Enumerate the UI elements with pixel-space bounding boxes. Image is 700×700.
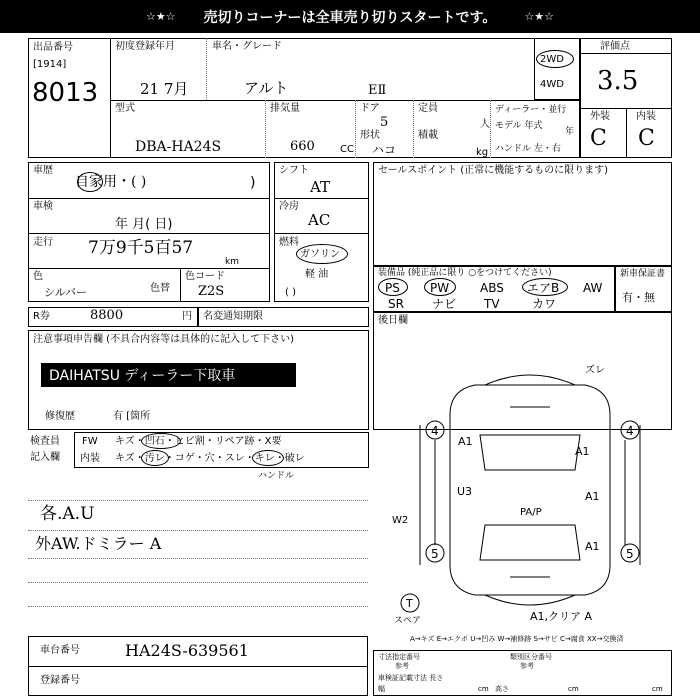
equipment-pw: PW [430,281,450,295]
drive-box [534,38,580,100]
damage-legend: A→キズ E→エクボ U→凹み W→補修跡 S→サビ C→腐食 XX→交換済 [410,635,624,643]
mark-a1-rear-right: A1 [585,540,600,553]
banner-stars-left: ☆★☆ [145,10,176,23]
int-circle [141,450,169,466]
inspection-label: 車検 [33,201,53,212]
line [28,558,368,559]
divider [265,100,266,158]
load-label: 積載 [418,130,438,141]
divider [580,53,672,54]
history-box [28,162,270,302]
recycle-label: R券 [33,311,50,322]
lot-label: 出品番号 [33,42,73,53]
history-label: 車歴 [33,165,53,176]
shape-value: ハコ [372,143,397,157]
equipment-tv: TV [484,297,500,311]
inspector-label-1: 検査員 [30,436,60,447]
door-label: ドア [360,103,380,114]
equipment-label: 装備品 (純正品に限り ○をつけてください) [378,268,552,278]
rating-label: 評価点 [600,41,630,52]
notes-label: 注意事項申告欄 (不具合内容等は具体的に記入して下さい) [33,334,294,345]
color-value: シルバー [44,286,87,299]
rating-score: 3.5 [597,66,639,96]
banner-stars-right: ☆★☆ [524,10,555,23]
divider [274,233,369,234]
divider [626,108,627,158]
handle-note: ハンドル [258,471,295,481]
model-year-unit: 年 [565,127,575,137]
mark-a1-side: A1 [585,490,600,503]
interior-score: C [638,126,655,151]
mark-a1-front-left: A1 [458,435,473,448]
ext-circle [141,433,181,449]
size-ref-2: 参考 [520,662,534,670]
first-reg-label: 初度登録年月 [115,41,175,52]
interior-label: 内装 [636,111,656,122]
displacement-unit: CC [340,144,354,155]
divider [28,666,368,667]
divider [490,100,491,158]
color-code-label: 色コード [185,271,225,282]
mark-zure: ズレ [585,365,605,376]
exterior-score: C [590,126,607,151]
chassis-label: 車台番号 [40,645,80,656]
mark-w2: W2 [392,515,409,526]
lot-number: 8013 [32,78,99,108]
mark-5-left: 5 [431,547,439,561]
size-ref: 参考 [395,662,409,670]
mark-4-left: 4 [431,424,439,438]
model-value: DBA-HA24S [135,139,222,155]
car-damage-diagram [390,355,680,630]
top-banner [0,0,700,33]
mark-u3: U3 [457,485,473,498]
divider [355,100,356,158]
equipment-abs: ABS [480,281,504,295]
cooler-label: 冷房 [279,201,299,212]
size-l-unit: cm [652,685,663,693]
warranty-label: 新車保証書 [620,269,666,279]
size-length-label: 車検証記載寸法 長さ [378,674,444,682]
line [28,530,368,531]
handwritten-line-2: 外AW.ドミラー A [35,534,162,553]
drive-circle [536,50,574,68]
color-change-label: 色替 [150,283,170,294]
chassis-value: HA24S-639561 [125,641,249,660]
model-year-label: モデル 年式 [495,121,543,131]
handwritten-line-1: 各.A.U [40,504,95,524]
equipment-airbag: エアB [527,281,560,295]
equipment-leather: カワ [532,297,557,311]
color-code-value: Z2S [198,284,225,299]
int-circle-2 [252,450,284,466]
later-label: 後日欄 [378,315,408,326]
car-grade-value: EⅡ [368,83,387,98]
registration-label: 登録番号 [40,675,80,686]
fuel-blank: ( ) [285,287,296,298]
divider [28,233,270,234]
inspector-fw: FW [82,436,98,447]
repair-value: 有 [箇所 [113,411,151,422]
repair-label: 修復歴 [45,411,75,422]
inspection-value: 年 月( 日) [115,217,173,232]
shape-label: 形状 [360,130,380,141]
history-value: 自家用・( ) [75,174,147,190]
first-reg-value: 21 7月 [140,80,189,98]
handle-label: ハンドル 左・右 [495,144,561,154]
shift-label: シフト [279,165,309,176]
mileage-value: 7万9千5百57 [88,238,194,258]
mileage-label: 走行 [33,237,53,248]
size-width-label: 幅 [378,685,385,693]
divider [206,38,207,100]
equip-circle-pw [424,278,456,296]
divider [413,100,414,158]
fuel-label: 燃料 [279,237,299,248]
mark-4-right: 4 [626,424,634,438]
history-paren: ) [250,175,256,191]
line [28,582,368,583]
equipment-navi: ナビ [432,297,457,311]
cooler-value: AC [308,211,331,229]
divider [110,100,580,101]
car-name-label: 車名・グレード [212,41,282,52]
displacement-value: 660 [290,139,315,154]
drive-4wd: 4WD [540,79,564,90]
door-value: 5 [380,115,389,130]
inspector-label-2: 記入欄 [30,452,60,463]
recycle-value: 8800 [90,308,124,323]
divider [28,198,270,199]
capacity-label: 定員 [418,103,438,114]
model-label: 型式 [115,103,135,114]
dealer-import-label: ディーラー・並行 [495,105,567,115]
mark-t: T [406,597,413,610]
equipment-aw: AW [583,281,603,295]
divider [180,268,181,302]
color-label: 色 [33,271,43,282]
size-height-label: 高さ [495,685,509,693]
drive-2wd: 2WD [540,54,564,65]
equipment-ps: PS [385,281,400,295]
inspector-exterior: キズ・凹石・ヒビ割・リペア跡・X要 [115,436,282,447]
equip-circle-airbag [522,278,568,296]
sales-point-box [373,162,672,266]
exterior-label: 外装 [590,111,610,122]
mileage-unit: km [225,257,239,267]
name-change-label: 名変通知期限 [203,311,263,322]
inspector-interior: キズ・汚レ・コゲ・穴・スレ・キレ・破レ [115,453,305,464]
equipment-sr: SR [388,297,404,311]
banner-text: 売切りコーナーは全車売り切りスタートです。 [203,9,497,26]
divider [28,268,270,269]
fuel-diesel: 軽 油 [305,269,329,280]
warranty-value: 有・無 [622,291,655,304]
line [28,500,368,501]
sales-point-label: セールスポイント (正常に機能するものに限ります) [378,165,609,176]
displacement-label: 排気量 [270,103,300,114]
load-unit: kg [476,147,489,158]
capacity-unit: 人 [480,119,490,130]
recycle-unit: 円 [182,311,192,322]
size-w-unit: cm [478,685,489,693]
spare-label: スペア [394,616,422,626]
history-circle [77,172,103,192]
divider [274,198,369,199]
dealer-tag: DAIHATSU ディーラー下取車 [41,363,296,387]
inspector-interior-label: 内装 [80,453,100,464]
mark-a1-clear: A1,クリア A [530,610,593,623]
fuel-gas: ガソリン [300,249,340,260]
size-h-unit: cm [568,685,579,693]
car-name-value: アルト [244,79,289,97]
line [28,606,368,607]
mark-a1-front-right: A1 [575,445,590,458]
mark-5-right: 5 [626,547,634,561]
fuel-circle [296,244,348,264]
mark-pa: PA/P [520,507,542,518]
lot-code: [1914] [33,59,67,70]
shift-value: AT [310,178,331,196]
equip-circle-ps [378,278,408,296]
size-label: 寸法指定番号 [378,653,420,661]
size-label-2: 類別区分番号 [510,653,552,661]
